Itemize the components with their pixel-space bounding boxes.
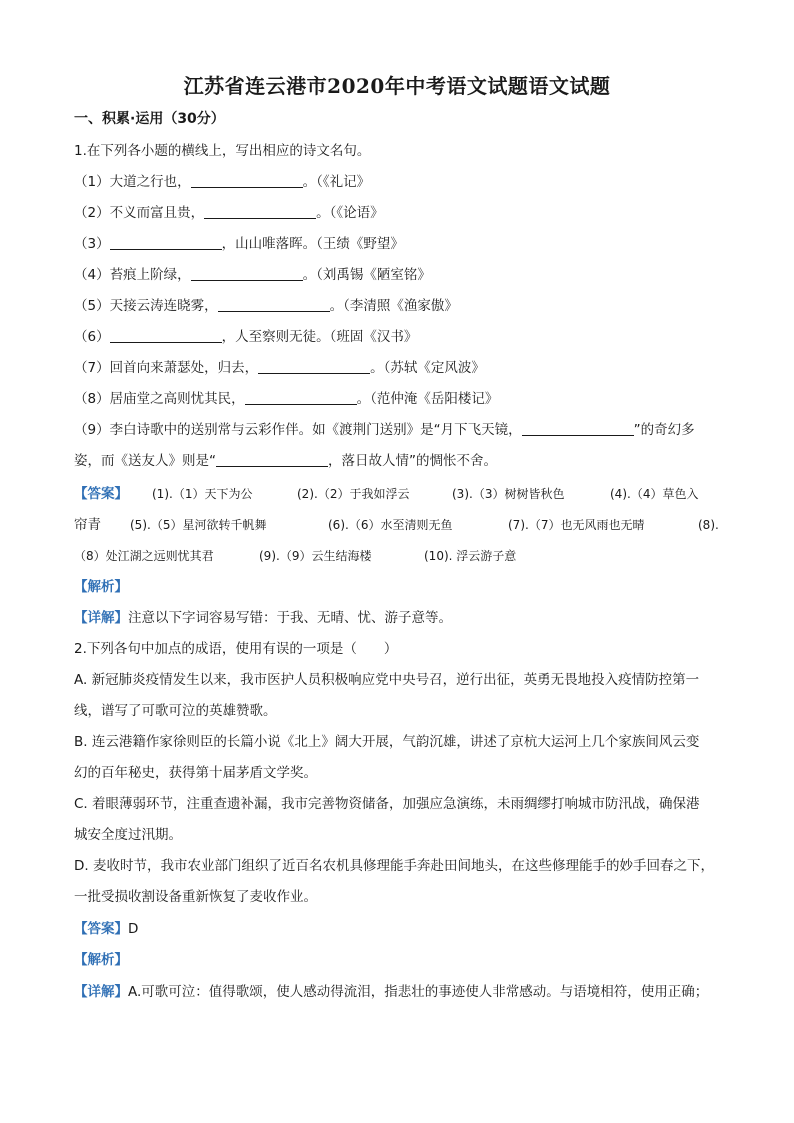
q1-answer-line-3 [74, 547, 724, 565]
q2-option-b-line-1: B. 连云港籍作家徐则臣的长篇小说《北上》阔大开展，气韵沉雄，讲述了京杭大运河上几个家族间风云变 [74, 734, 700, 750]
q1-item-2-post: 。（《论语》 [316, 205, 384, 221]
answer-item: (8). [698, 518, 719, 532]
detail-text: A.可歌可泣：值得歌颂，使人感动得流泪，指悲壮的事迹使人非常感动。与语境相符，使用正确； [128, 984, 709, 1000]
answer-tag: 【答案】 [74, 921, 128, 937]
answer-item: (4).（4）草色入 [610, 487, 699, 501]
answer-blank [191, 173, 303, 188]
q1-item-1-pre: （1）大道之行也， [74, 174, 191, 190]
q1-item-5-post: 。（李清照《渔家傲》 [329, 298, 458, 314]
q2-option-b-line-2: 幻的百年秘史，获得第十届茅盾文学奖。 [74, 765, 317, 781]
q2-answer [74, 920, 724, 938]
q2-detail [74, 983, 724, 1001]
q1-item-5 [74, 297, 724, 315]
q2-option-d-line-1: D. 麦收时节，我市农业部门组织了近百名农机具修理能手奔赴田间地头，在这些修理能手的妙手回春之下， [74, 858, 714, 874]
q1-item-4 [74, 266, 724, 284]
answer-item: (7).（7）也无风雨也无晴 [508, 518, 645, 532]
q1-item-7-pre: （7）回首向来萧瑟处，归去， [74, 360, 259, 376]
answer-blank [110, 328, 222, 343]
q2-analysis-tag [74, 951, 724, 969]
q1-item-3 [74, 235, 724, 253]
q1-item-5-pre: （5）天接云涛连晓雾， [74, 298, 218, 314]
answer-blank [218, 297, 330, 312]
q1-item-6-post: ，人至察则无徒。（班固《汉书》 [221, 329, 418, 345]
q1-detail [74, 609, 724, 627]
q1-answer-line-1 [74, 485, 724, 503]
answer-blank [258, 359, 370, 374]
q1-item-2 [74, 204, 724, 222]
answer-item: (3).（3）树树皆秋色 [452, 487, 565, 501]
question-2-stem: 2.下列各句中加点的成语，使用有误的一项是（ ） [74, 641, 398, 657]
q1-item-8-post: 。（范仲淹《岳阳楼记》 [356, 391, 499, 407]
section-heading: 一、积累·运用（30分） [74, 111, 225, 127]
q1-item-2-pre: （2）不义而富且贵， [74, 205, 205, 221]
answer-blank [216, 452, 328, 467]
answer-item: (9).（9）云生结海楼 [259, 549, 372, 563]
q1-item-3-post: ，山山唯落晖。（王绩《野望》 [221, 236, 404, 252]
q1-item-4-post: 。（刘禹锡《陋室铭》 [302, 267, 431, 283]
q1-item-9-post: ”的奇幻多 [633, 422, 695, 438]
detail-text: 注意以下字词容易写错：于我、无晴、忧、游子意等。 [128, 610, 452, 626]
q2-option-c-line-2: 城安全度过汛期。 [74, 827, 182, 843]
answer-item: (6).（6）水至清则无鱼 [328, 518, 453, 532]
q2-option-a-line-1: A. 新冠肺炎疫情发生以来，我市医护人员积极响应党中央号召，逆行出征，英勇无畏地投入疫情防控第一 [74, 672, 700, 688]
answer-item: 帘青 [74, 517, 101, 533]
answer-value: D [128, 921, 139, 937]
answer-blank [110, 235, 222, 250]
answer-blank [204, 204, 316, 219]
q2-option-a-line-2: 线，谱写了可歌可泣的英雄赞歌。 [74, 703, 277, 719]
analysis-tag: 【解析】 [74, 952, 128, 968]
answer-item: （8）处江湖之远则忧其君 [74, 549, 214, 563]
q1-item-9-line-2 [74, 452, 724, 470]
page-title: 江苏省连云港市2020年中考语文试题语文试题 [183, 74, 611, 98]
q1-item-8 [74, 390, 724, 408]
q2-option-c-line-1: C. 着眼薄弱环节，注重查遗补漏，我市完善物资储备，加强应急演练，未雨绸缪打响城市防汛战，确保港 [74, 796, 700, 812]
q1-item-9-pre: （9）李白诗歌中的送别常与云彩作伴。如《渡荆门送别》是“月下飞天镜， [74, 422, 522, 438]
answer-item: (1).（1）天下为公 [152, 487, 253, 501]
detail-tag: 【详解】 [74, 610, 128, 626]
q1-analysis-tag [74, 578, 724, 596]
q1-item-8-pre: （8）居庙堂之高则忧其民， [74, 391, 245, 407]
answer-blank [245, 390, 357, 405]
q1-item-1 [74, 173, 724, 191]
q1-item-7 [74, 359, 724, 377]
q1-item-7-post: 。（苏轼《定风波》 [370, 360, 485, 376]
q1-item-1-post: 。（《礼记》 [302, 174, 371, 190]
analysis-tag: 【解析】 [74, 579, 128, 595]
answer-item: (10). 浮云游子意 [424, 549, 517, 563]
answer-blank [191, 266, 303, 281]
q1-answer-line-2 [74, 516, 724, 534]
answer-blank [522, 421, 634, 436]
answer-item: (2).（2）于我如浮云 [297, 487, 410, 501]
detail-tag: 【详解】 [74, 984, 128, 1000]
q1-item-3-pre: （3） [74, 236, 110, 252]
answer-tag: 【答案】 [74, 486, 128, 502]
q1-item-9-line2-post: ，落日故人情”的惆怅不舍。 [328, 453, 497, 469]
q1-item-9-line2-pre: 姿，而《送友人》则是“ [74, 453, 216, 469]
q2-option-d-line-2: 一批受损收割设备重新恢复了麦收作业。 [74, 889, 317, 905]
q1-item-9-line-1 [74, 421, 724, 439]
q1-item-6 [74, 328, 724, 346]
answer-item: (5).（5）星河欲转千帆舞 [130, 518, 267, 532]
question-1-stem: 1.在下列各小题的横线上，写出相应的诗文名句。 [74, 143, 371, 159]
q1-item-6-pre: （6） [74, 329, 110, 345]
q1-item-4-pre: （4）苔痕上阶绿， [74, 267, 191, 283]
